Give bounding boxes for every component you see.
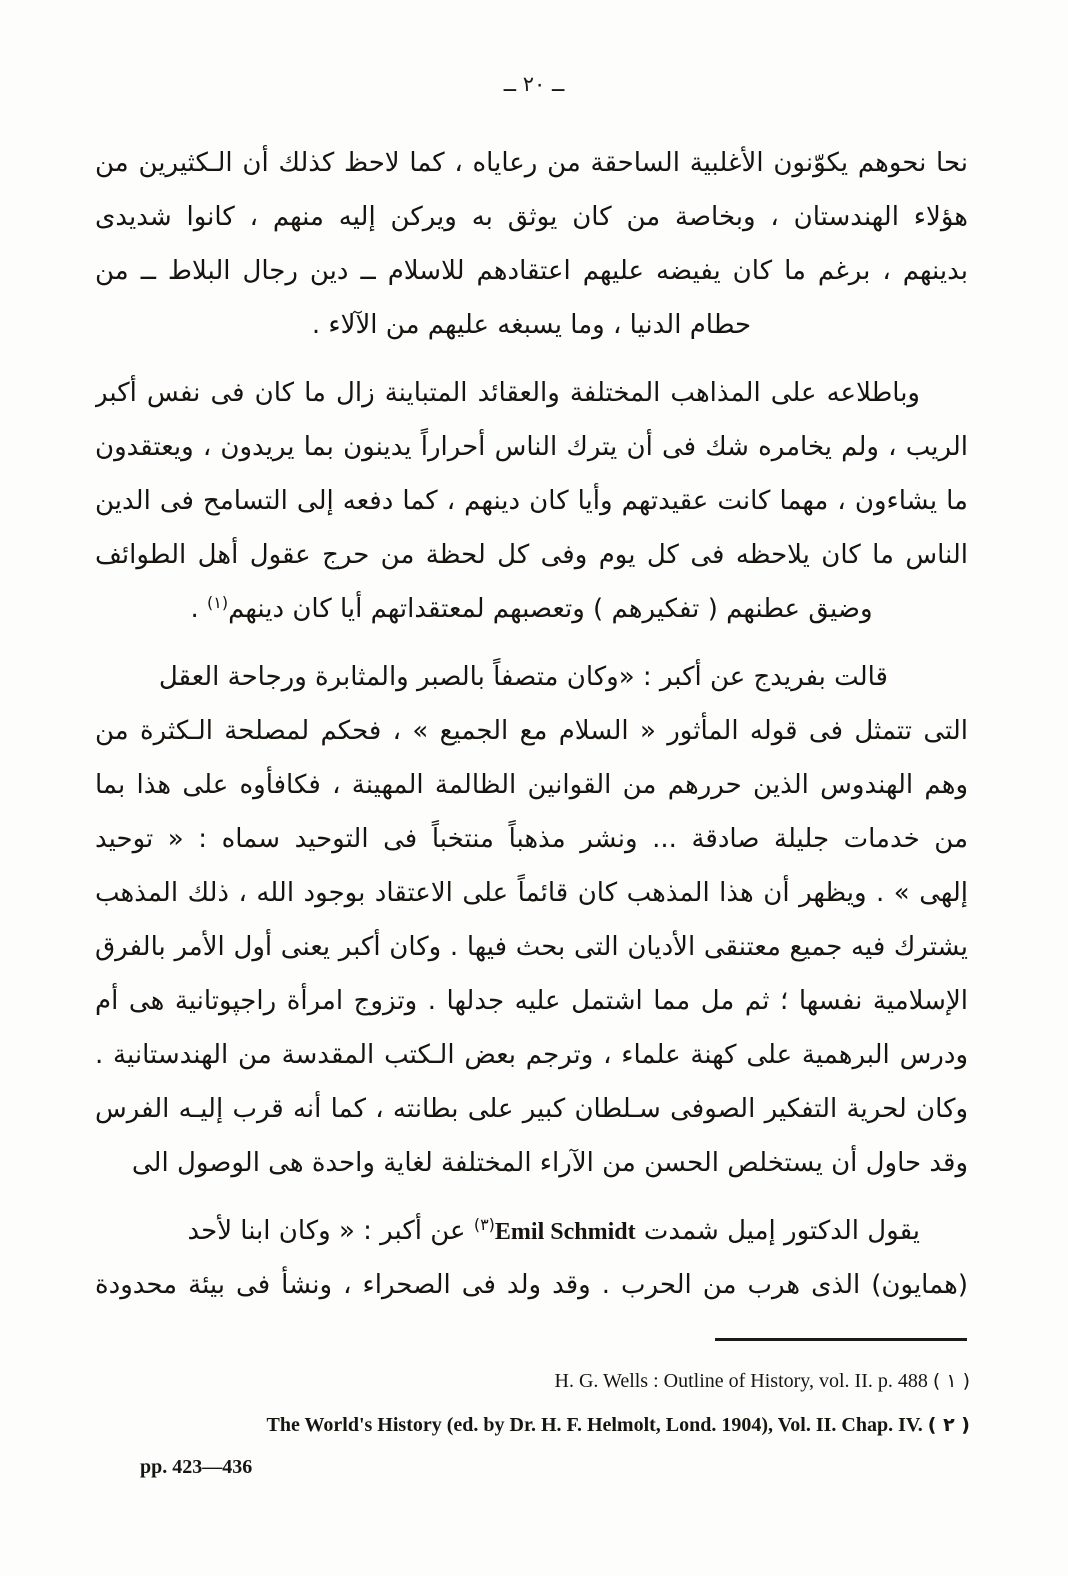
paragraph-line: نحا نحوهم يكوّنون الأغلبية الساحقة من رعاياه ، كما لاحظ كذلك أن الـكثيرين من	[95, 148, 968, 178]
paragraph-line: يشترك فيه جميع معتنقى الأديان التى بحث فيها . وكان أكبر يعنى أول الأمر بالفرق	[95, 932, 968, 962]
paragraph-4	[95, 1204, 968, 1312]
paragraph-line: وقد حاول أن يستخلص الحسن من الآراء المختلفة لغاية واحدة هى الوصول الى	[131, 1148, 968, 1178]
line-text: وضيق عطنهم ( تفكيرهم ) وتعصبهم لمعتقداتهم أيا كان دينهم	[228, 594, 873, 624]
paragraph-line: ما يشاءون ، مهما كانت عقيدتهم وأيا كان دينهم ، كما دفعه إلى التسامح فى الدين	[95, 486, 968, 516]
paragraph-line: الناس ما كان يلاحظه فى كل يوم وفى كل لحظة من حرج عقول أهل الطوائف	[95, 540, 968, 570]
paragraph-1	[95, 136, 968, 352]
footnote-2-pages: pp. 423—436	[140, 1456, 253, 1478]
latin-author-name: Emil Schmidt	[494, 1219, 636, 1245]
paragraph-line	[95, 1204, 968, 1258]
footnote-2-text: The World's History (ed. by Dr. H. F. Helmolt, Lond. 1904), Vol. II. Chap. IV.	[266, 1414, 923, 1436]
paragraph-2	[95, 366, 968, 636]
paragraph-line: ودرس البرهمية على كهنة علماء ، وترجم بعض الـكتب المقدسة من الهندستانية .	[95, 1040, 968, 1070]
paragraph-line: وباطلاعه على المذاهب المختلفة والعقائد المتباينة زال ما كان فى نفس أكبر	[95, 378, 920, 408]
footnote-2	[95, 1403, 970, 1447]
paragraph-line: من خدمات جليلة صادقة ... ونشر مذهباً منتخباً فى التوحيد سماه : « توحيد	[95, 824, 968, 854]
footnote-ref-3: (٣)	[473, 1215, 495, 1234]
paragraph-line: (همايون) الذى هرب من الحرب . وقد ولد فى الصحراء ، ونشأ فى بيئة محدودة	[95, 1270, 968, 1300]
footnote-1-number: ( ١ )	[932, 1370, 970, 1392]
footnote-separator	[715, 1338, 967, 1341]
line-text: يقول الدكتور إميل شمدت	[643, 1216, 920, 1246]
paragraph-line: التى تتمثل فى قوله المأثور « السلام مع الجميع » ، فحكم لمصلحة الـكثرة من	[95, 716, 968, 746]
footnote-ref-1: (١)	[207, 593, 229, 612]
paragraph-line: حطام الدنيا ، وما يسبغه عليهم من الآلاء .	[311, 310, 752, 340]
paragraph-line: الإسلامية نفسها ؛ ثم مل مما اشتمل عليه جدلها . وتزوج امرأة راجپوتانية هى أم	[95, 986, 968, 1016]
paragraph-line: وهم الهندوس الذين حررهم من القوانين الظالمة المهينة ، فكافأوه على هذا بما	[95, 770, 968, 800]
body-text	[95, 136, 968, 1312]
paragraph-line: هؤلاء الهندستان ، وبخاصة من كان يوثق به ويركن إليه منهم ، كانوا شديدى	[95, 202, 968, 232]
paragraph-line: بدينهم ، برغم ما كان يفيضه عليهم اعتقادهم للاسلام ــ دين رجال البلاط ــ من	[95, 256, 968, 286]
page-number: ــ ٢٠ ــ	[503, 72, 565, 96]
footnote-1	[95, 1359, 970, 1403]
footnotes	[95, 1338, 970, 1487]
line-tail: .	[190, 594, 208, 624]
paragraph-line	[95, 582, 968, 636]
footnote-2-number: ( ٢ )	[927, 1414, 970, 1436]
paragraph-line: وكان لحرية التفكير الصوفى سـلطان كبير على بطانته ، كما أنه قرب إليـه الفرس	[95, 1094, 968, 1124]
footnote-1-text: H. G. Wells : Outline of History, vol. II. p. 488	[554, 1370, 928, 1392]
line-text: عن أكبر : « وكان ابنا لأحد	[187, 1216, 466, 1246]
paragraph-line: الريب ، ولم يخامره شك فى أن يترك الناس أحراراً يدينون بما يريدون ، ويعتقدون	[95, 432, 968, 462]
paragraph-line: إلهى » . ويظهر أن هذا المذهب كان قائماً على الاعتقاد بوجود الله ، ذلك المذهب	[95, 878, 968, 908]
paragraph-3	[95, 650, 968, 1190]
paragraph-line: قالت بفريدج عن أكبر : «وكان متصفاً بالصبر والمثابرة ورجاحة العقل	[158, 662, 888, 692]
